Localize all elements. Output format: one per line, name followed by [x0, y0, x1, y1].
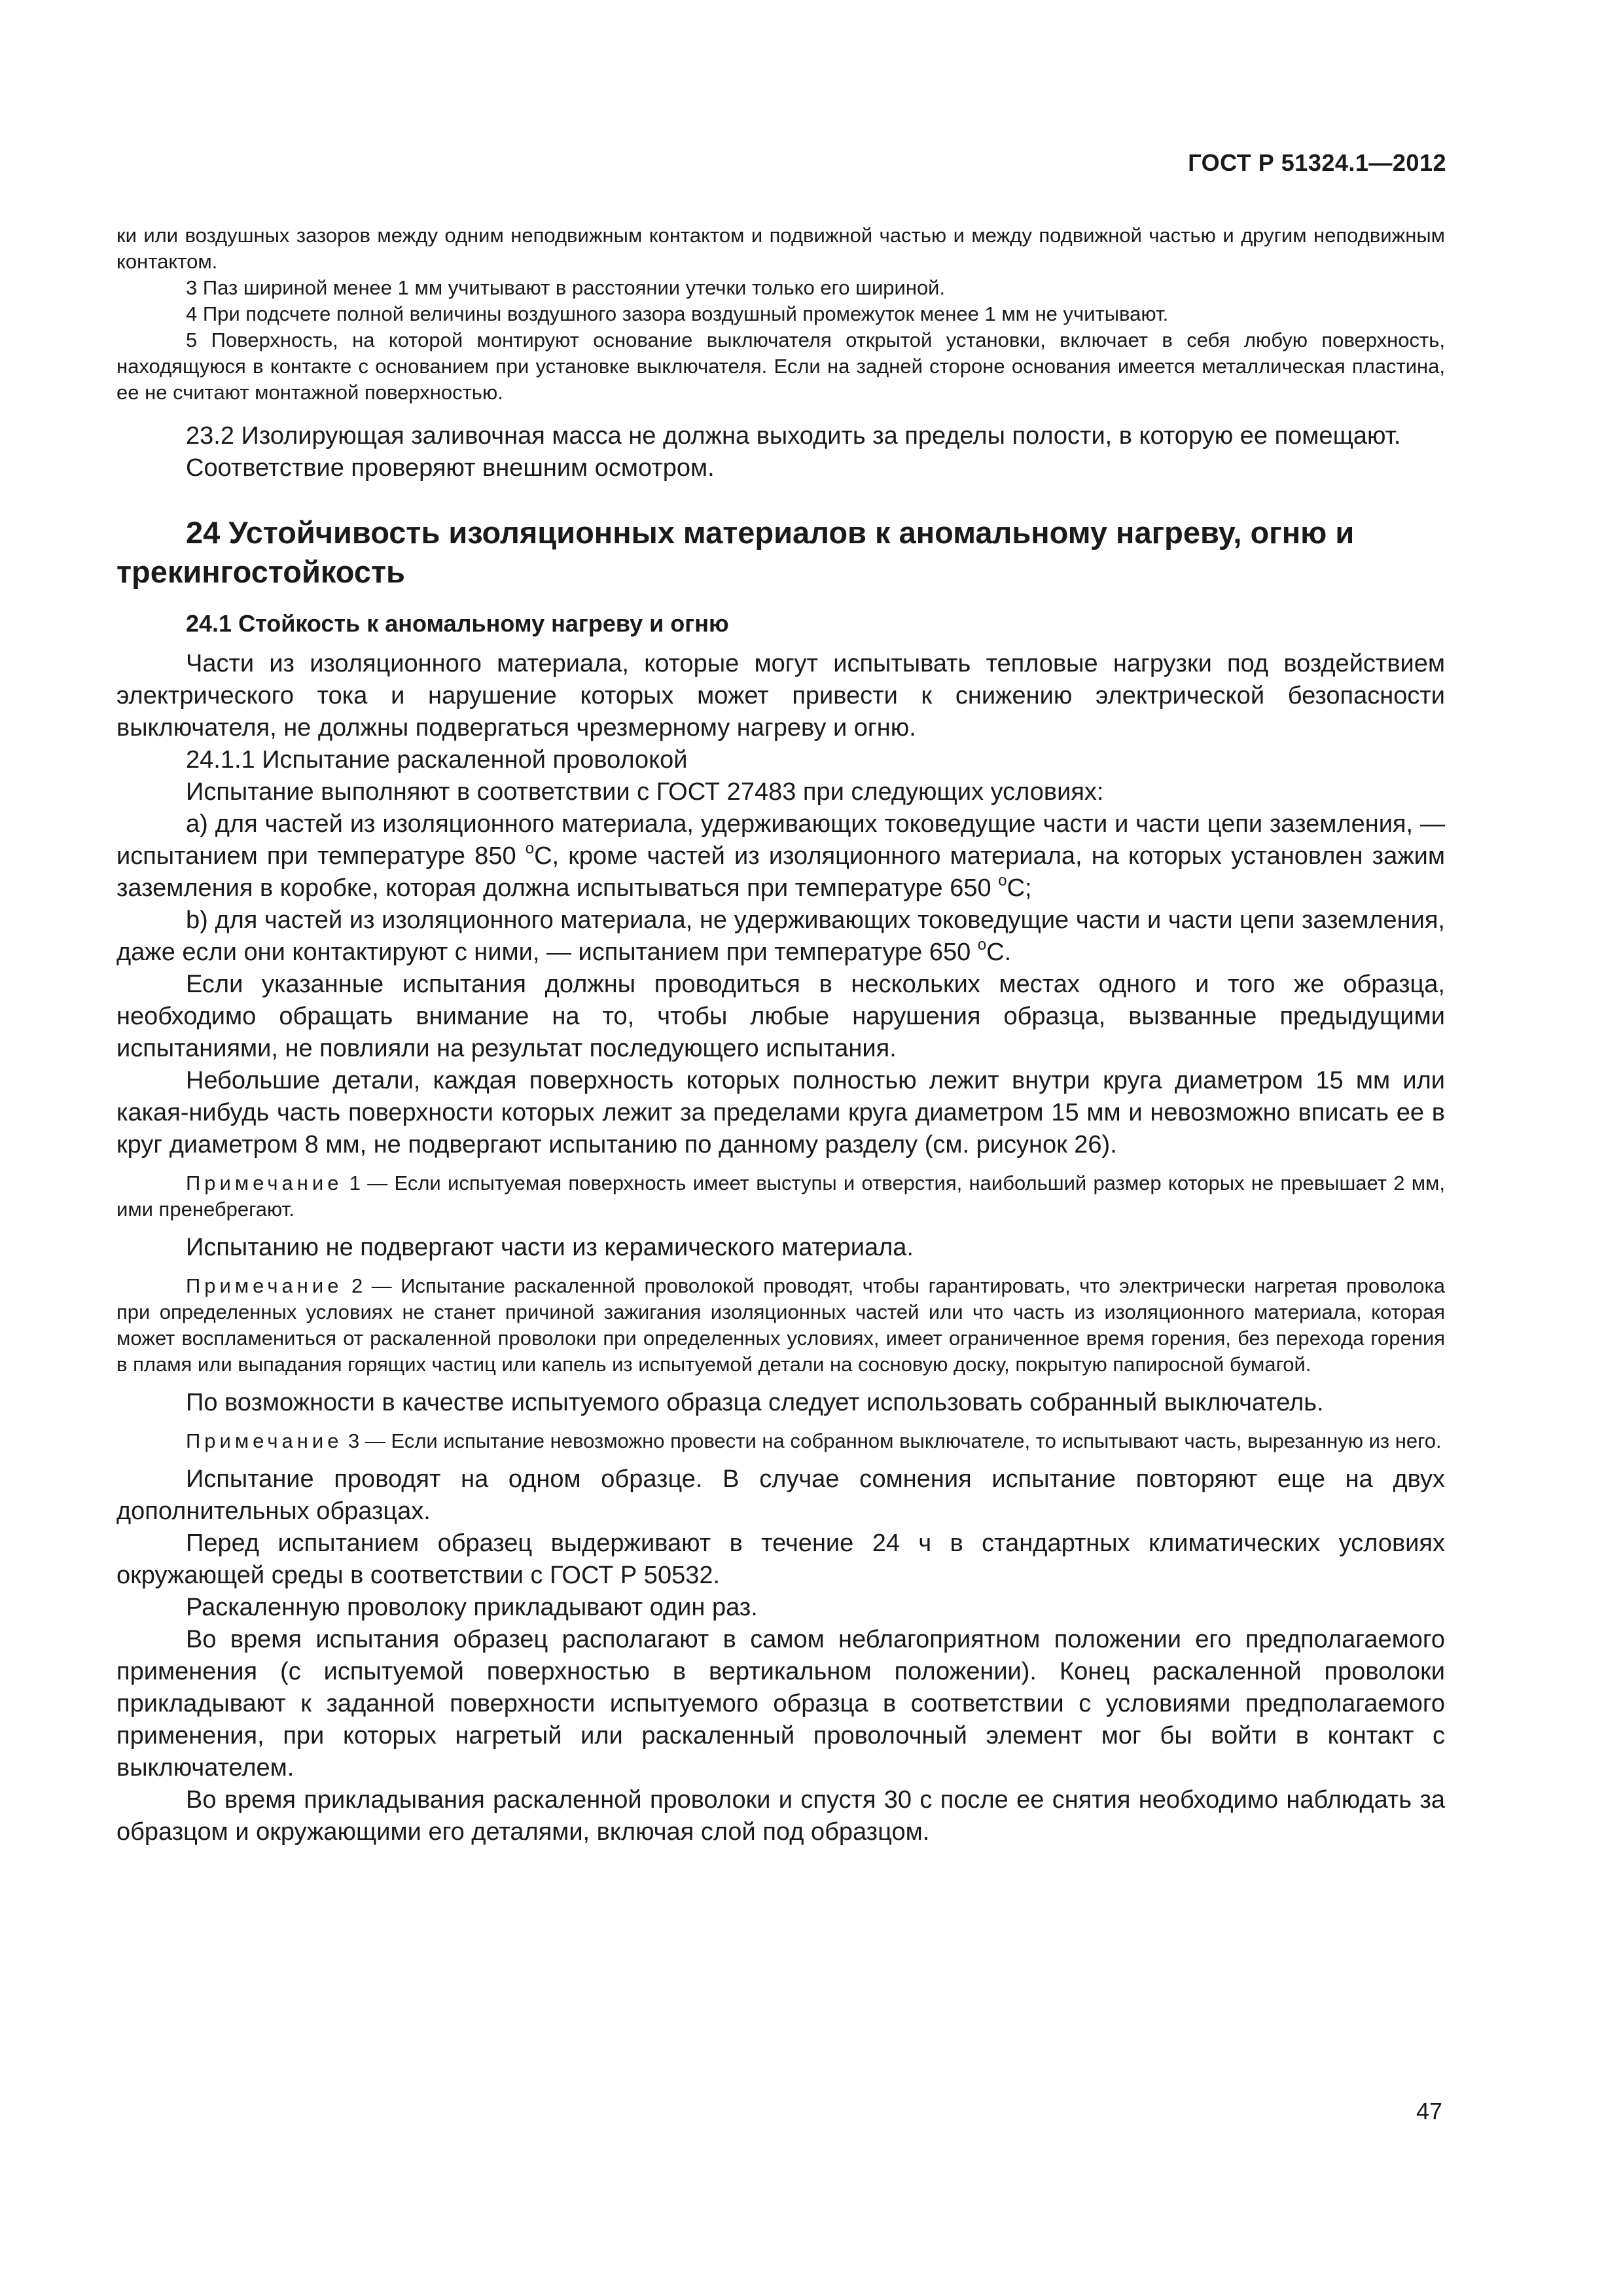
item-a-part3: С; [1007, 874, 1032, 902]
note-3-main [116, 1428, 1445, 1454]
document-header: ГОСТ Р 51324.1—2012 [1188, 149, 1446, 176]
note-1-text: 1 — Если испытуемая поверхность имеет выступы и отверстия, наибольший размер которых не превышает 2 мм, ими пренебрегают. [116, 1172, 1445, 1221]
conditioning-paragraph: Перед испытанием образец выдерживают в течение 24 ч в стандартных климатических условиях окружающей среды в соответствии с ГОСТ Р 50532. [116, 1530, 1445, 1589]
clause-24-1-1: 24.1.1 Испытание раскаленной проволокой [186, 746, 688, 774]
note-label: Примечание [186, 1429, 343, 1452]
note-3-text: 3 — Если испытание невозможно провести на собранном выключателе, то испытывают часть, вырезанную из него. [342, 1429, 1442, 1452]
note-3: 3 Паз шириной менее 1 мм учитывают в расстоянии утечки только его шириной. [186, 276, 946, 299]
clause-23-2: 23.2 Изолирующая заливочная масса не должна выходить за пределы полости, в которую ее помещают. [186, 422, 1401, 450]
degree-sign: о [525, 840, 535, 857]
page-number: 47 [1416, 2098, 1442, 2125]
small-parts-paragraph: Небольшие детали, каждая поверхность которых полностью лежит внутри круга диаметром 15 мм или какая-нибудь часть поверхности которых лежит за пределами круга диаметром 15 мм и невозможно вписать ее в круг диаметром 8 мм, не подвергают испытанию по данному разделу (см. рисунок 26). [116, 1067, 1445, 1158]
note-4: 4 При подсчете полной величины воздушного зазора воздушный промежуток менее 1 мм не учитывают. [186, 302, 1169, 325]
note-2 [116, 1273, 1445, 1378]
note-1 [116, 1170, 1445, 1223]
clause-24-1-title: 24.1 Стойкость к аномальному нагреву и огню [186, 610, 729, 637]
degree-sign: о [998, 872, 1007, 889]
ceramic-paragraph: Испытанию не подвергают части из керамического материала. [186, 1234, 914, 1261]
note-2-text: 2 — Испытание раскаленной проволокой проводят, чтобы гарантировать, что электрически нагретая проволока при определенных условиях не станет причиной зажигания изоляционных частей или что часть из изоляционного материала, которая может воспламениться от раскаленной проволоки при определенных условиях, имеет ограниченное время горения, без перехода горения в пламя или выпадания горящих частиц или капель из испытуемой детали на сосновую доску, покрытую папиросной бумагой. [116, 1274, 1445, 1376]
assembled-paragraph: По возможности в качестве испытуемого образца следует использовать собранный выключатель. [186, 1389, 1324, 1416]
note-label: Примечание [186, 1274, 343, 1297]
item-b [116, 905, 1445, 969]
degree-sign: о [977, 936, 987, 954]
item-a-part1: a) для частей из изоляционного материала, удерживающих токоведущие части и части цепи заземления, — испытанием при температуре 850 [116, 810, 1445, 870]
position-paragraph: Во время испытания образец располагают в самом неблагоприятном положении его предполагаемого применения (с испытуемой поверхностью в вертикальном положении). Конец раскаленной проволоки прикладывают к заданной поверхности испытуемого образца в соответствии с условиями предполагаемого применения, при которых нагретый или раскаленный проволочный элемент мог бы войти в контакт с выключателем. [116, 1626, 1445, 1782]
note-5: 5 Поверхность, на которой монтируют основание выключателя открытой установки, включает в себя любую поверхность, находящуюся в контакте с основанием при установке выключателя. Если на задней стороне основания имеется металлическая пластина, ее не считают монтажной поверхностью. [116, 329, 1445, 404]
test-method: Испытание выполняют в соответствии с ГОСТ 27483 при следующих условиях: [186, 778, 1104, 806]
page-content [116, 223, 1445, 1848]
one-sample-paragraph: Испытание проводят на одном образце. В случае сомнения испытание повторяют еще на двух дополнительных образцах. [116, 1465, 1445, 1525]
note-label: Примечание [186, 1172, 343, 1194]
clause-23-2-check: Соответствие проверяют внешним осмотром. [186, 454, 715, 482]
item-b-part2: С. [986, 939, 1012, 966]
note-continuation: ки или воздушных зазоров между одним неподвижным контактом и подвижной частью и между подвижной частью и другим неподвижным контактом. [116, 224, 1445, 273]
item-a-part2: С, кроме частей из изоляционного материала, на которых установлен зажим заземления в коробке, которая должна испытываться при температуре 650 [116, 842, 1445, 902]
item-a [116, 808, 1445, 905]
item-b-part1: b) для частей из изоляционного материала, не удерживающих токоведущие части и части цепи заземления, даже если они контактируют с ними, — испытанием при температуре 650 [116, 906, 1445, 966]
section-24-1-intro: Части из изоляционного материала, которые могут испытывать тепловые нагрузки под воздействием электрического тока и нарушение которых может привести к снижению электрической безопасности выключателя, не должны подвергаться чрезмерному нагреву и огню. [116, 650, 1445, 742]
observe-paragraph: Во время прикладывания раскаленной проволоки и спустя 30 с после ее снятия необходимо наблюдать за образцом и окружающими его деталями, включая слой под образцом. [116, 1786, 1445, 1846]
multiple-places-paragraph: Если указанные испытания должны проводиться в нескольких местах одного и того же образца, необходимо обращать внимание на то, чтобы любые нарушения образца, вызванные предыдущими испытаниями, не повлияли на результат последующего испытания. [116, 971, 1445, 1062]
once-paragraph: Раскаленную проволоку прикладывают один раз. [186, 1594, 758, 1621]
section-24-title: 24 Устойчивость изоляционных материалов к аномальному нагреву, огню и трекингостойкость [116, 515, 1355, 589]
